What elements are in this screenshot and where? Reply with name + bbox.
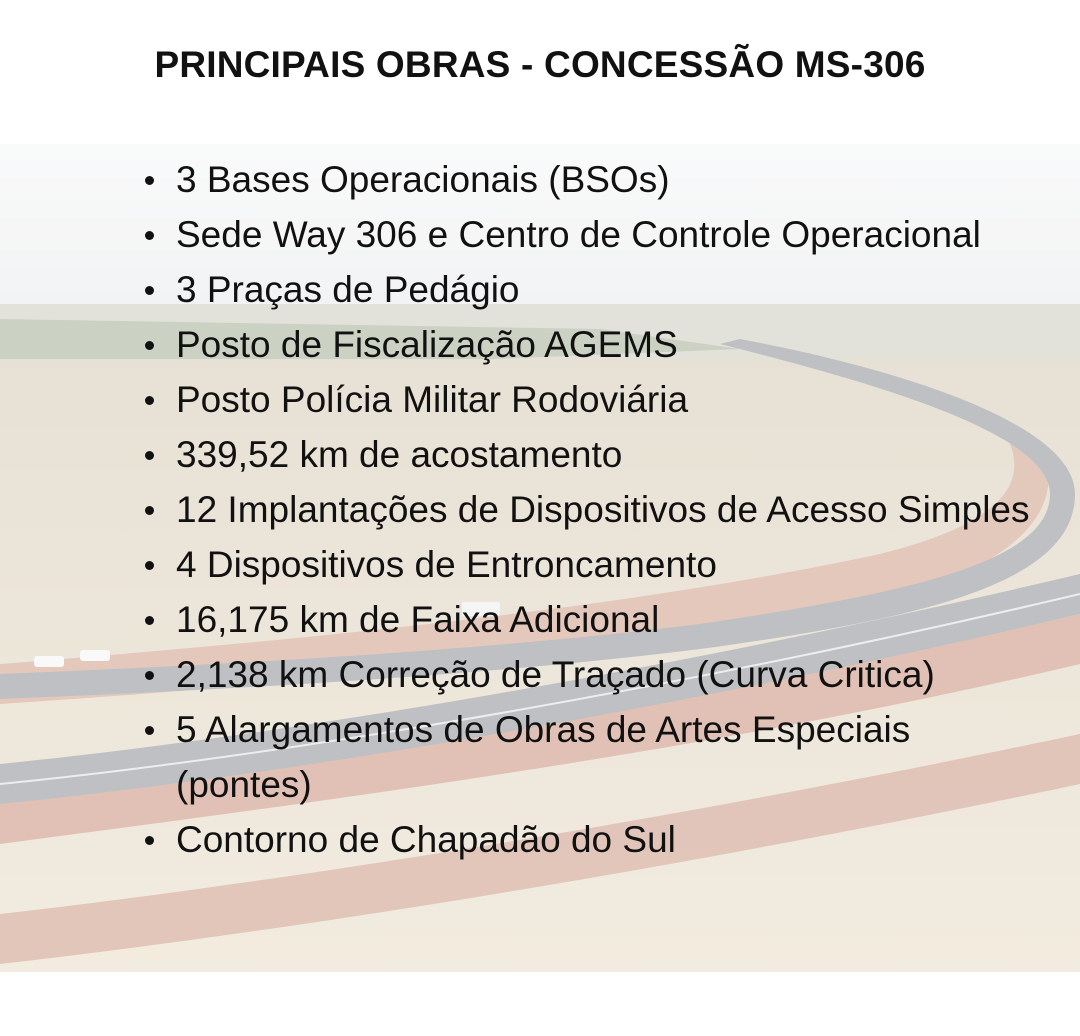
bullet-icon (145, 341, 154, 350)
bullet-icon (145, 506, 154, 515)
bullet-icon (145, 451, 154, 460)
bullet-icon (145, 286, 154, 295)
list-item (140, 372, 1040, 427)
list-item-text: 5 Alargamentos de Obras de Artes Especiais (pontes) (176, 709, 911, 805)
works-list (140, 152, 1040, 867)
list-item-text: Posto Polícia Militar Rodoviária (176, 379, 689, 420)
list-item-text: Contorno de Chapadão do Sul (176, 819, 676, 860)
list-item (140, 482, 1040, 537)
list-item-text: 2,138 km Correção de Traçado (Curva Critica) (176, 654, 935, 695)
list-item (140, 592, 1040, 647)
page-title: PRINCIPAIS OBRAS - CONCESSÃO MS-306 (154, 44, 926, 85)
list-item (140, 262, 1040, 317)
bullet-icon (145, 616, 154, 625)
bullet-icon (145, 396, 154, 405)
list-item (140, 702, 1040, 812)
list-item-text: 3 Bases Operacionais (BSOs) (176, 159, 670, 200)
bullet-icon (145, 231, 154, 240)
list-item-text: 16,175 km de Faixa Adicional (176, 599, 660, 640)
list-item-text: Posto de Fiscalização AGEMS (176, 324, 678, 365)
bullet-icon (145, 561, 154, 570)
list-item (140, 207, 1040, 262)
list-item (140, 427, 1040, 482)
bullet-icon (145, 726, 154, 735)
bullet-icon (145, 176, 154, 185)
list-item (140, 152, 1040, 207)
bullet-icon (145, 836, 154, 845)
list-item-text: 3 Praças de Pedágio (176, 269, 520, 310)
bullet-icon (145, 671, 154, 680)
list-item (140, 812, 1040, 867)
list-item-text: Sede Way 306 e Centro de Controle Operacional (176, 214, 981, 255)
list-item (140, 647, 1040, 702)
list-item (140, 537, 1040, 592)
list-item (140, 317, 1040, 372)
list-item-text: 12 Implantações de Dispositivos de Acesso Simples (176, 489, 1030, 530)
list-item-text: 4 Dispositivos de Entroncamento (176, 544, 717, 585)
list-item-text: 339,52 km de acostamento (176, 434, 623, 475)
